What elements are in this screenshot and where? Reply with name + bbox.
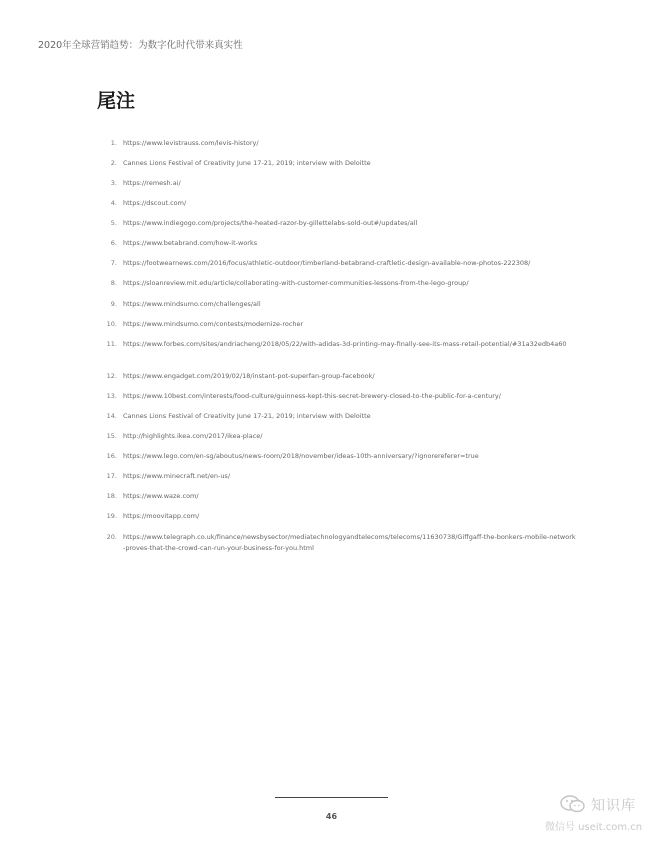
endnote-link[interactable]: https://remesh.ai/: [123, 179, 181, 187]
endnote-link[interactable]: https://www.betabrand.com/how-it-works: [123, 239, 258, 247]
endnote-item: [97, 471, 577, 482]
endnote-number: 4.: [110, 199, 117, 207]
watermark-brand: 知识库: [591, 798, 636, 814]
endnote-number: 18.: [106, 492, 117, 500]
page-number: 46: [325, 812, 338, 821]
running-header: 2020年全球营销趋势：为数字化时代带来真实性: [38, 40, 243, 51]
endnote-number: 8.: [110, 279, 117, 287]
endnote-number: 3.: [110, 179, 117, 187]
endnote-number: 16.: [106, 452, 117, 460]
endnote-link[interactable]: https://sloanreview.mit.edu/article/collaborating-with-customer-communities-lessons-from-the-lego-group/: [123, 279, 469, 287]
wechat-icon: [559, 794, 587, 814]
endnote-item: [97, 532, 577, 554]
endnote-number: 12.: [106, 372, 117, 380]
endnote-text: Cannes Lions Festival of Creativity June 17-21, 2019; interview with Deloitte: [123, 159, 371, 167]
endnote-number: 1.: [110, 139, 117, 147]
endnote-item: [97, 138, 577, 149]
endnote-item: [97, 319, 577, 330]
endnote-item: [97, 451, 577, 462]
endnote-link[interactable]: https://www.engadget.com/2019/02/18/instant-pot-superfan-group-facebook/: [123, 372, 375, 380]
endnote-number: 15.: [106, 432, 117, 440]
endnote-link[interactable]: https://www.mindsumo.com/challenges/all: [123, 300, 261, 308]
endnote-link[interactable]: https://www.waze.com/: [123, 492, 199, 500]
endnote-number: 9.: [110, 300, 117, 308]
endnote-number: 11.: [106, 340, 117, 348]
endnote-number: 6.: [110, 239, 117, 247]
endnote-link[interactable]: https://www.indiegogo.com/projects/the-heated-razor-by-gillettelabs-sold-out#/updates/all: [123, 219, 418, 227]
endnote-link[interactable]: https://www.10best.com/interests/food-culture/guinness-kept-this-secret-brewery-closed-to-the-public-for-a-century/: [123, 392, 501, 400]
endnote-number: 20.: [106, 533, 117, 541]
endnote-number: 19.: [106, 512, 117, 520]
endnote-number: 10.: [106, 320, 117, 328]
endnote-item: [97, 178, 577, 189]
endnote-item: [97, 258, 577, 269]
endnote-number: 7.: [110, 259, 117, 267]
endnote-link[interactable]: https://www.lego.com/en-sg/aboutus/news-room/2018/november/ideas-10th-anniversary/?ignorereferer=true: [123, 452, 479, 460]
watermark: [545, 790, 655, 840]
endnote-link[interactable]: https://www.minecraft.net/en-us/: [123, 472, 231, 480]
endnote-item: [97, 278, 577, 289]
endnote-number: 17.: [106, 472, 117, 480]
endnote-item: [97, 491, 577, 502]
endnote-link[interactable]: https://www.levistrauss.com/levis-history/: [123, 139, 259, 147]
endnote-item: [97, 391, 577, 402]
endnote-link[interactable]: https://moovitapp.com/: [123, 512, 200, 520]
endnote-number: 5.: [110, 219, 117, 227]
footer-divider: [275, 797, 388, 798]
endnote-link[interactable]: https://www.telegraph.co.uk/finance/newsbysector/mediatechnologyandtelecoms/telecoms/11630738/Giffgaff-the-bonkers-mobile-network-proves-that-the-crowd-can-run-your-business-for-you.html: [123, 533, 576, 552]
watermark-subtitle: 微信号 useit.com.cn: [545, 822, 643, 833]
endnote-item: [97, 411, 577, 422]
section-title: 尾注: [97, 90, 136, 112]
endnote-number: 13.: [106, 392, 117, 400]
endnote-link[interactable]: http://highlights.ikea.com/2017/ikea-place/: [123, 432, 263, 440]
endnote-link[interactable]: https://dscout.com/: [123, 199, 187, 207]
endnote-link[interactable]: https://footwearnews.com/2016/focus/athletic-outdoor/timberland-betabrand-craftletic-design-available-now-photos-222308/: [123, 259, 531, 267]
endnote-link[interactable]: https://www.forbes.com/sites/andriacheng/2018/05/22/with-adidas-3d-printing-may-finally-see-its-mass-retail-potential/#31a32edb4a60: [123, 340, 567, 348]
endnote-number: 2.: [110, 159, 117, 167]
endnote-item: [97, 299, 577, 310]
endnote-item: [97, 238, 577, 249]
endnote-text: Cannes Lions Festival of Creativity June 17-21, 2019; interview with Deloitte: [123, 412, 371, 420]
endnote-item: [97, 198, 577, 209]
endnote-item: [97, 339, 577, 350]
endnote-item: [97, 511, 577, 522]
endnote-number: 14.: [106, 412, 117, 420]
endnote-item: [97, 218, 577, 229]
endnote-item: [97, 158, 577, 169]
endnote-link[interactable]: https://www.mindsumo.com/contests/modernize-rocher: [123, 320, 304, 328]
endnote-item: [97, 371, 577, 382]
endnote-item: [97, 431, 577, 442]
